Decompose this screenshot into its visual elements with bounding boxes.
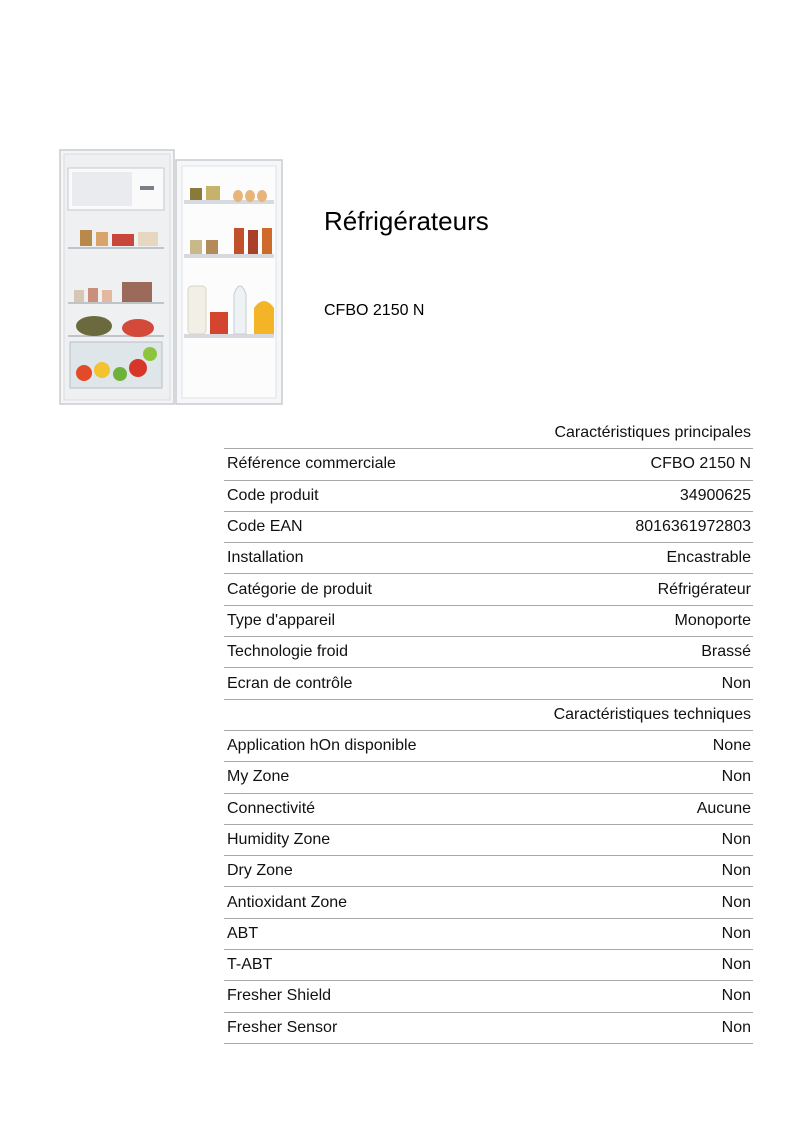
section-header <box>224 700 753 731</box>
spec-value: Non <box>721 956 751 974</box>
spec-value: 8016361972803 <box>635 518 751 536</box>
spec-row <box>224 606 753 637</box>
spec-label: ABT <box>227 924 259 942</box>
spec-label: Code produit <box>227 486 319 504</box>
spec-value: Non <box>721 1018 751 1036</box>
model-name: CFBO 2150 N <box>324 302 425 319</box>
section-header <box>224 418 753 449</box>
spec-row <box>224 481 753 512</box>
spec-row <box>224 543 753 574</box>
spec-value: Non <box>721 831 751 848</box>
spec-label: Référence commerciale <box>227 455 396 473</box>
spec-row <box>224 762 753 793</box>
spec-label: T-ABT <box>227 956 273 974</box>
spec-value: Aucune <box>696 799 751 817</box>
spec-label: Fresher Shield <box>227 987 332 1005</box>
spec-row <box>224 950 753 981</box>
spec-row <box>224 574 753 605</box>
spec-value: Non <box>721 862 751 880</box>
spec-value: Non <box>721 893 751 911</box>
spec-label: Type d'appareil <box>227 611 336 629</box>
spec-value: Encastrable <box>666 549 751 567</box>
spec-row <box>224 1013 753 1044</box>
spec-value: CFBO 2150 N <box>650 455 751 473</box>
spec-label: Technologie froid <box>227 643 348 661</box>
spec-row <box>224 637 753 668</box>
spec-label: My Zone <box>227 768 290 786</box>
spec-value: Réfrigérateur <box>657 580 751 598</box>
spec-table <box>224 418 753 1044</box>
spec-row <box>224 981 753 1012</box>
spec-row <box>224 668 753 699</box>
spec-value: 34900625 <box>679 486 751 504</box>
spec-label: Application hOn disponible <box>227 737 417 755</box>
spec-value: Non <box>721 987 751 1005</box>
spec-row <box>224 794 753 825</box>
spec-label: Antioxidant Zone <box>227 893 348 911</box>
section-title: Caractéristiques techniques <box>553 705 751 723</box>
spec-label: Humidity Zone <box>227 831 331 848</box>
spec-label: Connectivité <box>227 799 316 817</box>
spec-label: Catégorie de produit <box>227 580 372 598</box>
spec-label: Dry Zone <box>227 862 293 880</box>
spec-value: Non <box>721 924 751 942</box>
spec-label: Ecran de contrôle <box>227 674 353 692</box>
product-image <box>58 148 286 408</box>
spec-label: Code EAN <box>227 518 303 536</box>
category-title: Réfrigérateurs <box>324 206 489 236</box>
spec-label: Installation <box>227 549 304 567</box>
spec-row <box>224 887 753 918</box>
spec-row <box>224 449 753 480</box>
spec-value: Monoporte <box>674 611 751 629</box>
spec-value: Non <box>721 768 751 786</box>
spec-row <box>224 825 753 856</box>
spec-label: Fresher Sensor <box>227 1018 338 1036</box>
section-title: Caractéristiques principales <box>554 424 751 442</box>
spec-row <box>224 856 753 887</box>
spec-row <box>224 512 753 543</box>
spec-value: Non <box>721 674 751 692</box>
spec-value: None <box>712 737 751 755</box>
spec-row <box>224 919 753 950</box>
spec-value: Brassé <box>701 643 751 661</box>
spec-row <box>224 731 753 762</box>
